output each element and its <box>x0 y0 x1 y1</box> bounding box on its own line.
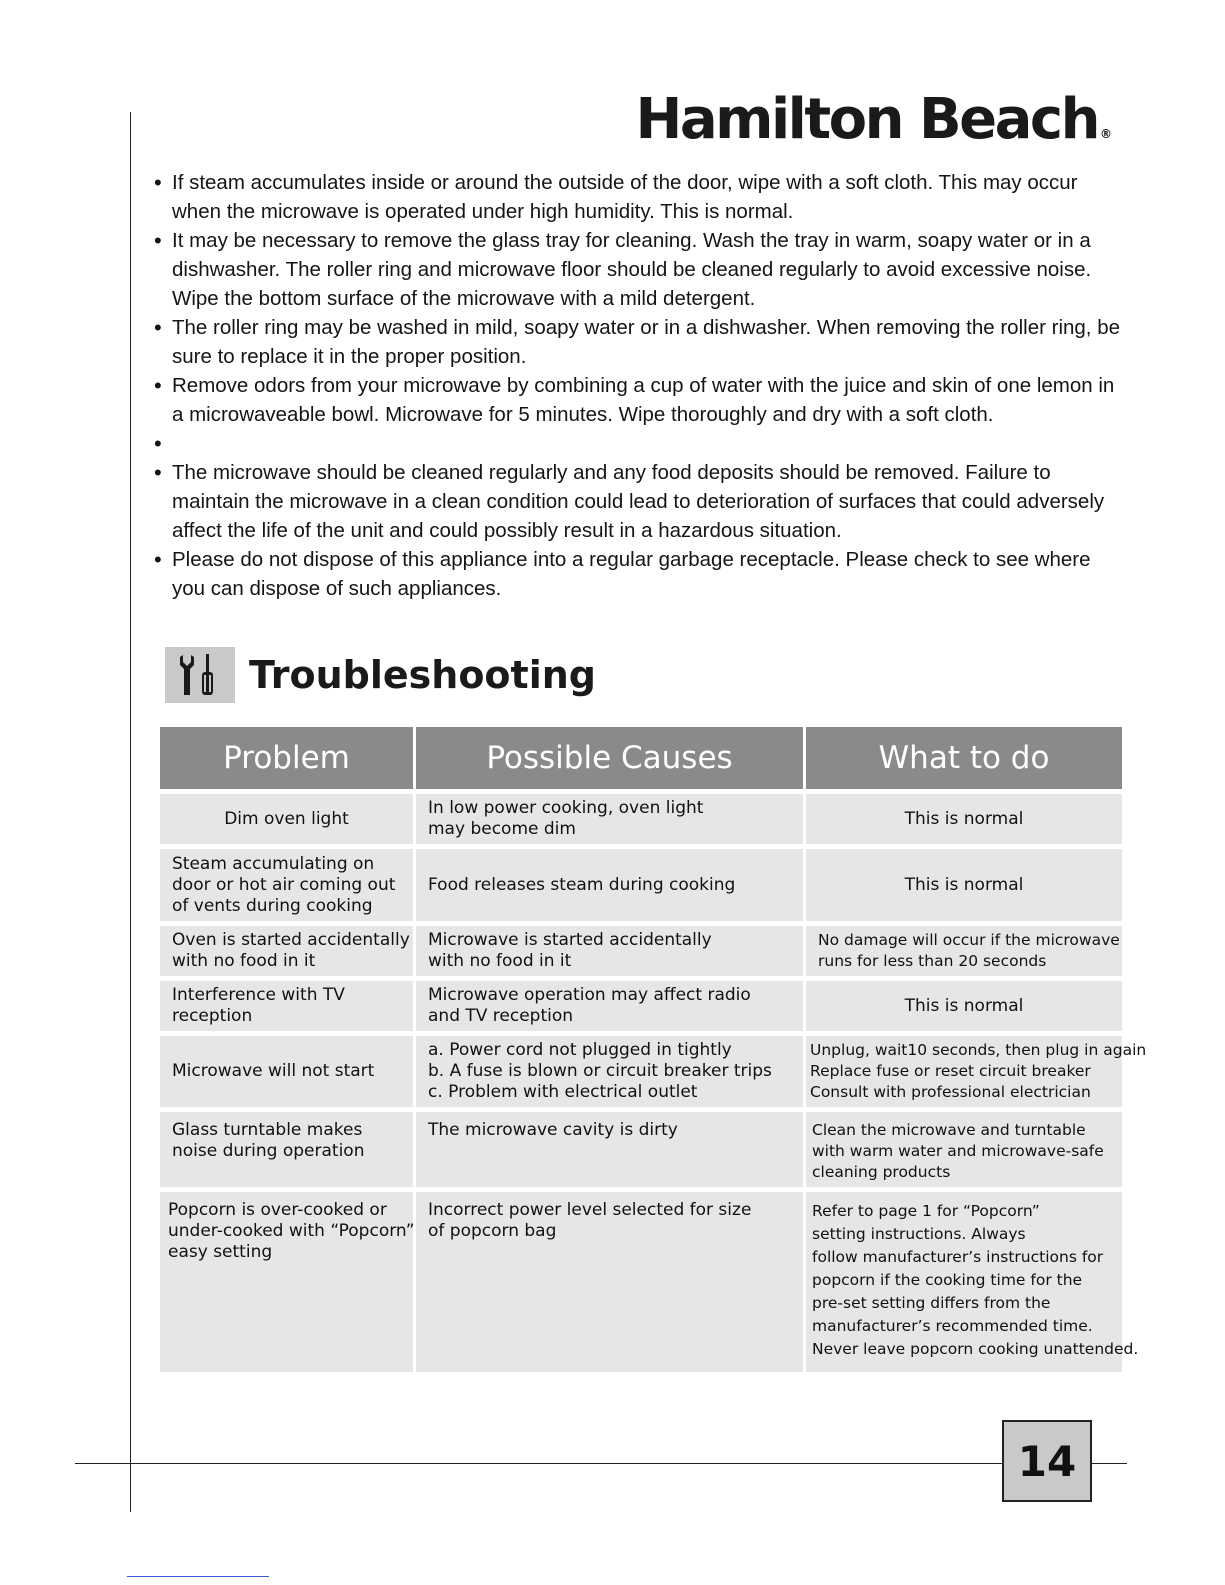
footer-link-underline <box>127 1576 269 1577</box>
action-line: Consult with professional electrician <box>810 1083 1091 1101</box>
action-line: Refer to page 1 for “Popcorn” <box>812 1202 1040 1220</box>
brand-logo <box>635 87 1112 152</box>
list-item: • The roller ring may be washed in mild, soapy water or in a dishwasher. When removing the roller ring, be sure to replace it in the proper position. <box>150 313 1120 371</box>
problem-line: Popcorn is over-cooked or <box>168 1200 387 1220</box>
table-row <box>160 926 1122 976</box>
cause-line: c. Problem with electrical outlet <box>428 1082 698 1102</box>
cause-line: In low power cooking, oven light <box>428 798 704 818</box>
column-header-causes: Possible Causes <box>416 727 803 789</box>
table-row <box>160 849 1122 921</box>
list-item: • Please do not dispose of this appliance into a regular garbage receptacle. Please check to see where you can dispose of such appliances. <box>150 545 1120 603</box>
problem-line: Glass turntable makes <box>172 1120 363 1140</box>
problem-line: Microwave will not start <box>172 1061 375 1081</box>
problem-cell <box>160 981 413 1031</box>
cause-cell <box>416 794 803 844</box>
action-cell <box>806 794 1122 844</box>
problem-line: of vents during cooking <box>172 895 373 916</box>
problem-line: Steam accumulating on <box>172 853 375 874</box>
list-item: • Remove odors from your microwave by combining a cup of water with the juice and skin of one lemon in a microwaveable bowl. Microwave for 5 minutes. Wipe thoroughly and dry with a soft cloth. <box>150 371 1120 429</box>
problem-line: Oven is started accidentally <box>172 930 410 950</box>
column-header-problem: Problem <box>160 727 413 789</box>
column-header-action: What to do <box>806 727 1122 789</box>
list-item: • It may be necessary to remove the glass tray for cleaning. Wash the tray in warm, soapy water or in a dishwasher. The roller ring and microwave floor should be cleaned regularly to avoid excessive noise. Wipe the bottom surface of the microwave with a mild detergent. <box>150 226 1120 313</box>
action-line: pre-set setting differs from the <box>812 1294 1051 1312</box>
table-row <box>160 981 1122 1031</box>
list-item-empty <box>150 429 1120 458</box>
action-line: Replace fuse or reset circuit breaker <box>810 1062 1091 1080</box>
problem-line: noise during operation <box>172 1141 365 1161</box>
cause-cell <box>416 1192 803 1372</box>
action-line: runs for less than 20 seconds <box>818 952 1047 970</box>
cause-line: b. A fuse is blown or circuit breaker trips <box>428 1061 772 1081</box>
cause-line: Incorrect power level selected for size <box>428 1200 752 1220</box>
cause-cell <box>416 981 803 1031</box>
action-cell <box>806 926 1122 976</box>
cause-line: may become dim <box>428 819 576 839</box>
action-line: follow manufacturer’s instructions for <box>812 1248 1104 1266</box>
action-line: This is normal <box>904 808 1024 829</box>
cause-line: The microwave cavity is dirty <box>428 1120 678 1140</box>
problem-line: Interference with TV <box>172 985 345 1005</box>
cause-cell <box>416 849 803 921</box>
cause-line: of popcorn bag <box>428 1221 557 1241</box>
list-item: • If steam accumulates inside or around the outside of the door, wipe with a soft cloth. This may occur when the microwave is operated under high humidity. This is normal. <box>150 168 1120 226</box>
problem-cell <box>160 926 413 976</box>
troubleshooting-table <box>157 722 1147 1377</box>
table-row <box>160 1192 1122 1372</box>
cause-cell <box>416 1036 803 1107</box>
problem-line: under-cooked with “Popcorn” <box>168 1221 415 1241</box>
action-line: cleaning products <box>812 1163 951 1181</box>
problem-line: door or hot air coming out <box>172 874 396 895</box>
tools-icon <box>165 647 235 703</box>
section-header <box>165 645 596 705</box>
action-cell <box>806 1112 1122 1187</box>
problem-cell <box>160 849 413 921</box>
problem-cell <box>160 1036 413 1107</box>
table-row <box>160 1036 1122 1107</box>
page-number: 14 <box>1002 1420 1092 1502</box>
action-line: This is normal <box>904 995 1024 1016</box>
action-line: with warm water and microwave-safe <box>812 1142 1104 1160</box>
cause-cell <box>416 926 803 976</box>
cause-line: a. Power cord not plugged in tightly <box>428 1040 732 1060</box>
cause-line: Microwave is started accidentally <box>428 930 712 950</box>
action-line: popcorn if the cooking time for the <box>812 1271 1083 1289</box>
problem-line: reception <box>172 1006 253 1026</box>
table-row <box>160 794 1122 844</box>
action-line: Clean the microwave and turntable <box>812 1121 1086 1139</box>
cleaning-notes-list <box>150 168 1120 603</box>
action-line: setting instructions. Always <box>812 1225 1026 1243</box>
cause-line: and TV reception <box>428 1006 574 1026</box>
left-margin-rule <box>130 112 131 1512</box>
action-cell <box>806 981 1122 1031</box>
list-item: • The microwave should be cleaned regularly and any food deposits should be removed. Failure to maintain the microwave in a clean condition could lead to deterioration of surfaces that could adversely affect the life of the unit and could possibly result in a hazardous situation. <box>150 458 1120 545</box>
table-header-row <box>160 727 1122 789</box>
cause-cell <box>416 1112 803 1187</box>
action-cell <box>806 849 1122 921</box>
problem-cell <box>160 1192 413 1372</box>
problem-line: with no food in it <box>172 951 316 971</box>
table-row <box>160 1112 1122 1187</box>
action-line: This is normal <box>904 874 1024 895</box>
action-line: Never leave popcorn cooking unattended. <box>812 1340 1139 1358</box>
action-cell <box>806 1192 1139 1372</box>
cause-line: Microwave operation may affect radio <box>428 985 751 1005</box>
problem-cell <box>160 1112 413 1187</box>
cause-line: with no food in it <box>428 951 572 971</box>
section-title: Troubleshooting <box>249 653 596 697</box>
registered-mark: ® <box>1100 127 1112 141</box>
footer-rule <box>75 1463 1127 1464</box>
problem-cell: Dim oven light <box>160 794 413 844</box>
cause-line: Food releases steam during cooking <box>428 874 736 895</box>
action-line: manufacturer’s recommended time. <box>812 1317 1093 1335</box>
brand-name: Hamilton Beach <box>635 87 1098 152</box>
action-line: No damage will occur if the microwave <box>818 931 1120 949</box>
action-line: Unplug, wait10 seconds, then plug in again <box>810 1041 1147 1059</box>
problem-line: easy setting <box>168 1242 273 1262</box>
action-cell <box>806 1036 1147 1107</box>
